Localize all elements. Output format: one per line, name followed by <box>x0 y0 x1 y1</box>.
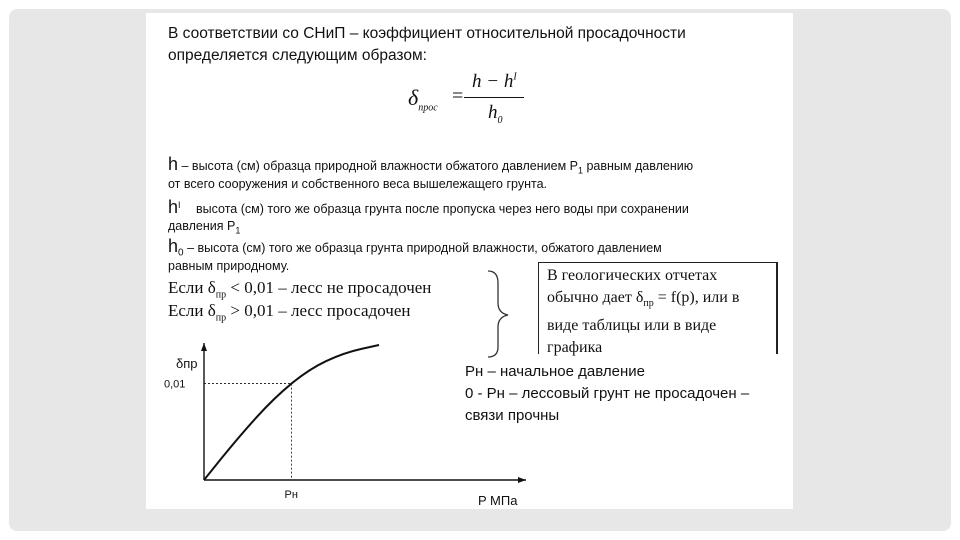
note-line-2-post: = f(p), или в <box>657 289 740 306</box>
definition-hI-line-2-sub: 1 <box>235 225 241 236</box>
intro-line-2: определяется следующим образом: <box>168 47 427 64</box>
x-axis-label: P МПа <box>478 493 518 508</box>
slide-content <box>146 13 793 509</box>
x-tick-label: Pн <box>284 489 298 501</box>
condition-subsiding <box>168 300 411 329</box>
condition-1-post: < 0,01 – лесс не просадочен <box>230 278 432 297</box>
formula-lhs-sub: прос <box>418 102 438 114</box>
y-axis-label: δпр <box>176 356 198 371</box>
formula-equals: = <box>452 85 464 107</box>
formula-delta: δ <box>408 85 419 110</box>
y-tick-label: 0,01 <box>164 378 186 391</box>
condition-2-post: > 0,01 – лесс просадочен <box>230 301 411 320</box>
condition-2-pre: Если δ <box>168 301 216 320</box>
formula-fraction-bar <box>464 97 524 98</box>
note-initial-pressure <box>465 361 645 383</box>
formula-numerator <box>472 71 517 93</box>
note-initial-pressure-text: – начальное давление <box>487 363 645 380</box>
note-line-3: виде таблицы или в виде <box>547 317 717 335</box>
definition-h0-line-2: равным природному. <box>168 259 290 273</box>
definition-h0-text: – высота (см) того же образца грунта природной влажности, обжатого давлением <box>187 241 662 255</box>
definition-hI-sup: I <box>178 200 181 210</box>
condition-1-pre: Если δ <box>168 278 216 297</box>
note-line-1: В геологических отчетах <box>547 267 718 284</box>
condition-2-sub: пр <box>215 312 227 324</box>
y-axis-arrow <box>201 343 207 351</box>
formula-num-sup: I <box>513 71 517 83</box>
definition-h-sub: 1 <box>577 165 583 176</box>
definition-h0-symbol: h <box>168 236 179 256</box>
x-axis-arrow <box>518 477 526 483</box>
note-line-2-pre: обычно дает δ <box>547 289 644 306</box>
definition-h0-sub: 0 <box>178 247 184 259</box>
note-box <box>538 262 778 357</box>
definition-h-symbol: h <box>168 154 179 174</box>
formula-den-sub: 0 <box>497 114 503 126</box>
definition-h-text: – высота (см) образца природной влажности обжатого давлением P <box>181 159 578 173</box>
formula-lhs <box>408 85 438 113</box>
definition-hI-text: высота (см) того же образца грунта после пропуска через него воды при сохранении <box>196 202 689 217</box>
formula-denominator <box>488 102 503 126</box>
note-line-2-sub: пр <box>643 298 654 310</box>
note-line-2 <box>547 287 776 315</box>
definition-hI-line-2 <box>168 218 240 239</box>
series-line <box>204 345 379 480</box>
condition-1-sub: пр <box>215 289 227 301</box>
definition-hI-line-1 <box>168 197 689 217</box>
formula-num-text: h − h <box>472 71 514 92</box>
note-strong-bonds: связи прочны <box>465 407 560 424</box>
note-not-subsiding-range: 0 - Pн – лессовый грунт не просадочен – <box>465 385 750 402</box>
definition-h-line-2: от всего сооружения и собственного веса вышележащего грунта. <box>168 177 548 191</box>
intro-line-1: В соответствии со СНиП – коэффициент относительной просадочности <box>168 25 686 42</box>
note-line-4: графика <box>547 339 603 357</box>
formula-den-text: h <box>488 102 498 123</box>
definition-h-tail: равным давлению <box>586 159 694 173</box>
definition-hI-symbol: h <box>168 197 179 218</box>
note-initial-pressure-symbol: Pн <box>465 363 484 380</box>
definition-hI-line-2-text: давления P <box>168 219 236 233</box>
